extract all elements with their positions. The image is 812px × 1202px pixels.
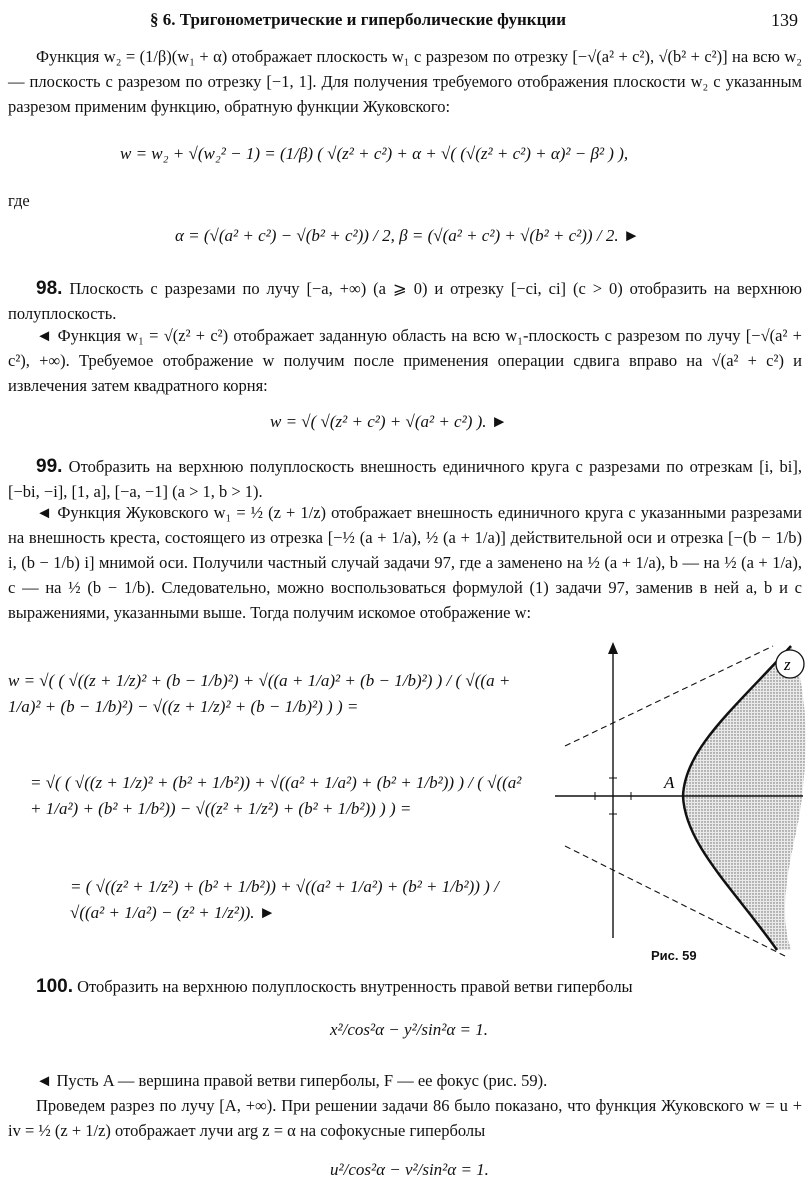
page-number: 139 bbox=[771, 10, 798, 30]
problem-number-99: 99. bbox=[36, 456, 63, 477]
formula-99-step1: w = √( ( √((z + 1/z)² + (b − 1/b)²) + √((a + 1/a)² + (b − 1/b)²) ) / ( √((a + 1/a)² + (b − 1/b)²) − √((z + 1/z)² + (b − 1/b)²) ) ) = bbox=[8, 671, 511, 716]
label-z: z bbox=[784, 655, 791, 674]
formula-99-step3: = ( √((z² + 1/z²) + (b² + 1/b²)) + √((a² + 1/a²) + (b² + 1/b²)) ) / √((a² + 1/a²) − (z² + 1/z²)). ► bbox=[70, 877, 499, 922]
solution-99: ◄ Функция Жуковского w₁ = ½ (z + 1/z) отображает внешность единичного круга с указанными разрезами на внешность креста, состоящего из отрезка [−½ (a + 1/a), ½ (a + 1/a)] действительной оси и отрезка [−(b − 1/b) i, (b − 1/b) i] мнимой оси. Получили частный случай задачи 97, где a заменено на ½ (a + 1/a), b — на ½ (a + 1/a), c — на ½ (b − 1/b). Следовательно, можно воспользоваться формулой (1) задачи 97, заменив в ней a, b и c выражениями, указанными выше. Тогда получим искомое отображение w: bbox=[8, 503, 802, 622]
solution-100-line2: Проведем разрез по лучу [A, +∞). При решении задачи 86 было показано, что функция Жуковского w = u + iv = ½ (z + 1/z) отображает лучи arg z = α на софокусные гиперболы bbox=[8, 1096, 802, 1140]
figure-59 bbox=[545, 638, 811, 966]
section-title: § 6. Тригонометрические и гиперболические функции bbox=[150, 10, 566, 29]
problem-98 bbox=[8, 276, 802, 326]
solution-98: ◄ Функция w₁ = √(z² + c²) отображает заданную область на всю w₁-плоскость с разрезом по лучу [−√(a² + c²), +∞). Требуемое отображение w получим после применения операции сдвига вправо на √(a² + c²) и извлечения затем квадратного корня: bbox=[8, 326, 802, 395]
problem-98-text: Плоскость с разрезами по лучу [−a, +∞) (a ⩾ 0) и отрезку [−ci, ci] (c > 0) отобразить на верхнюю полуплоскость. bbox=[8, 279, 802, 323]
problem-100 bbox=[8, 974, 802, 999]
formula-inverse-zhukovsky: w = w₂ + √(w₂² − 1) = (1/β) ( √(z² + c²) + α + √( (√(z² + c²) + α)² − β² ) ), bbox=[120, 144, 629, 163]
formula-alpha-beta: α = (√(a² + c²) − √(b² + c²)) / 2, β = (√(a² + c²) + √(b² + c²)) / 2. ► bbox=[175, 226, 640, 245]
problem-number-100: 100. bbox=[36, 976, 73, 997]
hyperbola-interior-shading bbox=[683, 646, 806, 950]
problem-100-text: Отобразить на верхнюю полуплоскость внутренность правой ветви гиперболы bbox=[77, 977, 633, 996]
label-A: A bbox=[664, 773, 675, 792]
word-where: где bbox=[8, 191, 30, 210]
solution-100-line1: ◄ Пусть A — вершина правой ветви гиперболы, F — ее фокус (рис. 59). bbox=[36, 1071, 548, 1090]
formula-hyperbola-xy: x²/cos²α − y²/sin²α = 1. bbox=[330, 1020, 488, 1039]
y-axis-arrow-icon bbox=[608, 642, 618, 654]
problem-99 bbox=[8, 454, 802, 504]
page-header bbox=[150, 10, 804, 34]
problem-99-text: Отобразить на верхнюю полуплоскость внешность единичного круга с разрезами по отрезкам [i, bi], [−bi, −i], [1, a], [−a, −1] (a > 1, b > 1). bbox=[8, 457, 802, 501]
formula-hyperbola-uv: u²/cos²α − v²/sin²α = 1. bbox=[330, 1160, 489, 1179]
figure-caption: Рис. 59 bbox=[651, 948, 697, 963]
formula-99-step2: = √( ( √((z + 1/z)² + (b² + 1/b²)) + √((a² + 1/a²) + (b² + 1/b²)) ) / ( √((a² + 1/a²) + (b² + 1/b²)) − √((z² + 1/z²) + (b² + 1/b²)) ) ) = bbox=[30, 773, 522, 818]
paragraph-intro: Функция w₂ = (1/β)(w₁ + α) отображает плоскость w₁ с разрезом по отрезку [−√(a² + c²), √(b² + c²)] на всю w₂ — плоскость с разрезом по отрезку [−1, 1]. Для получения требуемого отображения плоскости w₂ с указанным разрезом применим функцию, обратную функции Жуковского: bbox=[8, 47, 802, 116]
formula-98-result: w = √( √(z² + c²) + √(a² + c²) ). ► bbox=[270, 412, 508, 431]
problem-number-98: 98. bbox=[36, 278, 63, 299]
